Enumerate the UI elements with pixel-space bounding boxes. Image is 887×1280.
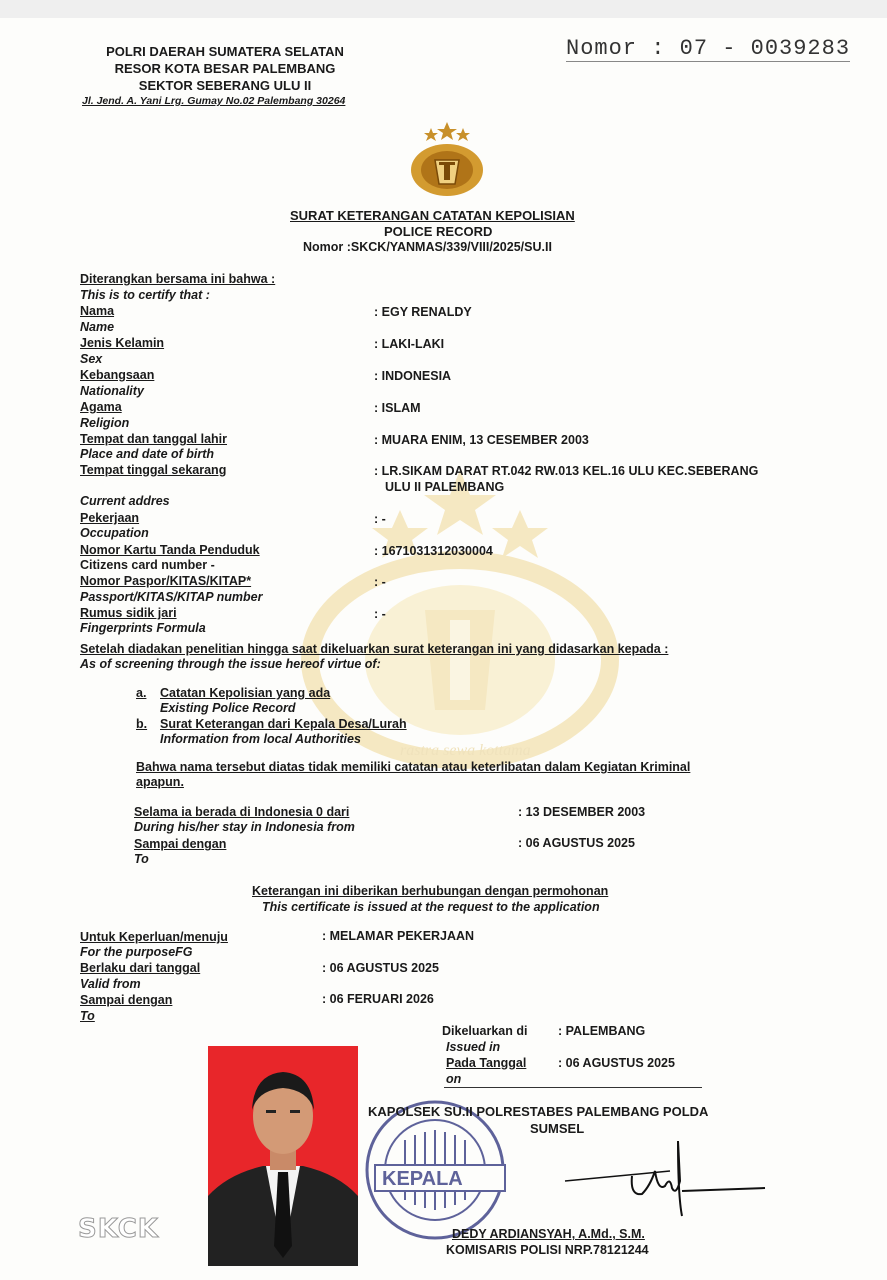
purpose-label-en: For the purposeFG <box>80 945 193 959</box>
field-name-label: Nama <box>80 304 115 318</box>
document-title: SURAT KETERANGAN CATATAN KEPOLISIAN <box>290 208 575 223</box>
field-id-card-label: Nomor Kartu Tanda Penduduk <box>80 543 260 557</box>
field-sex-label: Jenis Kelamin <box>80 336 165 350</box>
valid-from-value: : 06 AGUSTUS 2025 <box>322 961 439 975</box>
header-line-2: RESOR KOTA BESAR PALEMBANG <box>114 61 336 76</box>
issued-date-label-en: on <box>446 1072 462 1086</box>
field-address-value: : LR.SIKAM DARAT RT.042 RW.013 KEL.16 ULU KEC.SEBERANG <box>374 464 759 478</box>
stay-from-label-en: During his/her stay in Indonesia from <box>134 820 355 834</box>
field-sex-label-en: Sex <box>80 352 103 366</box>
field-id-card-value: : 1671031312030004 <box>374 544 493 558</box>
field-address-label: Tempat tinggal sekarang <box>80 463 227 477</box>
statement-line-1: Bahwa nama tersebut diatas tidak memiliki catatan atau keterlibatan dalam Kegiatan Kriminal <box>136 760 691 774</box>
stay-to-value: : 06 AGUSTUS 2025 <box>518 836 635 850</box>
field-fingerprint-label: Rumus sidik jari <box>80 606 177 620</box>
field-fingerprint-value: : - <box>374 607 386 621</box>
field-religion-value: : ISLAM <box>374 401 421 415</box>
certificate-id: Keterangan ini diberikan berhubungan dengan permohonan <box>252 884 609 898</box>
screening-item-b-en: Information from local Authorities <box>160 732 361 746</box>
header-line-3: SEKTOR SEBERANG ULU II <box>138 78 312 93</box>
person-silhouette-icon <box>208 1046 358 1266</box>
valid-until-label-en: To <box>80 1009 95 1023</box>
field-occupation-label-en: Occupation <box>80 526 149 540</box>
serial-number: Nomor : 07 - 0039283 <box>566 36 851 61</box>
valid-from-label-en: Valid from <box>80 977 141 991</box>
field-birth-label-en: Place and date of birth <box>80 447 215 461</box>
stamp-text: KEPALA <box>382 1168 463 1190</box>
applicant-photo <box>208 1046 358 1266</box>
skck-logo: SKCK <box>78 1214 159 1244</box>
issued-place-label-en: Issued in <box>446 1040 501 1054</box>
field-address-value-line2: ULU II PALEMBANG <box>385 480 505 494</box>
certificate-en: This certificate is issued at the request to the application <box>262 900 600 914</box>
issued-divider <box>444 1087 702 1088</box>
screening-item-a: Catatan Kepolisian yang ada <box>160 686 331 700</box>
screening-en: As of screening through the issue hereof virtue of: <box>80 657 381 671</box>
header-address: Jl. Jend. A. Yani Lrg. Gumay No.02 Palembang 30264 <box>82 95 346 107</box>
screening-id: Setelah diadakan penelitian hingga saat dikeluarkan surat keterangan ini yang didasarkan kepada : <box>80 642 669 656</box>
police-emblem-icon <box>403 120 491 200</box>
document-number: Nomor :SKCK/YANMAS/339/VIII/2025/SU.II <box>303 240 552 254</box>
issued-place-label: Dikeluarkan di <box>442 1024 528 1038</box>
issued-date-value: : 06 AGUSTUS 2025 <box>558 1056 675 1070</box>
field-religion-label: Agama <box>80 400 122 414</box>
field-name-value: : EGY RENALDY <box>374 305 472 319</box>
issued-date-label: Pada Tanggal <box>446 1056 527 1070</box>
stay-from-label: Selama ia berada di Indonesia 0 dari <box>134 805 350 819</box>
field-passport-label-en: Passport/KITAS/KITAP number <box>80 590 263 604</box>
top-bar <box>0 0 887 18</box>
field-id-card-label-en: Citizens card number - <box>80 558 215 572</box>
document-subtitle: POLICE RECORD <box>384 224 493 239</box>
field-nationality-label-en: Nationality <box>80 384 144 398</box>
header-line-1: POLRI DAERAH SUMATERA SELATAN <box>106 44 344 59</box>
issued-place-value: : PALEMBANG <box>558 1024 646 1038</box>
stay-from-value: : 13 DESEMBER 2003 <box>518 805 646 819</box>
field-birth-value: : MUARA ENIM, 13 CESEMBER 2003 <box>374 433 589 447</box>
field-passport-label: Nomor Paspor/KITAS/KITAP* <box>80 574 252 588</box>
screening-item-b-mark: b. <box>136 717 148 731</box>
field-fingerprint-label-en: Fingerprints Formula <box>80 621 206 635</box>
screening-item-a-mark: a. <box>136 686 147 700</box>
signature-icon <box>560 1136 770 1226</box>
intro-en: This is to certify that : <box>80 288 210 302</box>
field-nationality-label: Kebangsaan <box>80 368 155 382</box>
screening-item-b: Surat Keterangan dari Kepala Desa/Lurah <box>160 717 407 731</box>
field-sex-value: : LAKI-LAKI <box>374 337 445 351</box>
signatory-name: DEDY ARDIANSYAH, A.Md., S.M. <box>452 1227 645 1241</box>
field-nationality-value: : INDONESIA <box>374 369 452 383</box>
field-occupation-value: : - <box>374 512 386 526</box>
watermark-motto: rastra sewa kottama <box>400 742 531 759</box>
signatory-office-line-1: KAPOLSEK SU.II POLRESTABES PALEMBANG POLDA <box>368 1104 709 1119</box>
stay-to-label: Sampai dengan <box>134 837 227 851</box>
valid-until-label: Sampai dengan <box>80 993 173 1007</box>
valid-until-value: : 06 FERUARI 2026 <box>322 992 434 1006</box>
stay-to-label-en: To <box>134 852 149 866</box>
valid-from-label: Berlaku dari tanggal <box>80 961 201 975</box>
field-religion-label-en: Religion <box>80 416 130 430</box>
purpose-label: Untuk Keperluan/menuju <box>80 930 228 944</box>
field-occupation-label: Pekerjaan <box>80 511 140 525</box>
field-birth-label: Tempat dan tanggal lahir <box>80 432 228 446</box>
purpose-value: : MELAMAR PEKERJAAN <box>322 929 475 943</box>
intro-id: Diterangkan bersama ini bahwa : <box>80 272 276 286</box>
signatory-rank: KOMISARIS POLISI NRP.78121244 <box>446 1243 649 1257</box>
field-name-label-en: Name <box>80 320 115 334</box>
field-passport-value: : - <box>374 575 386 589</box>
screening-item-a-en: Existing Police Record <box>160 701 296 715</box>
statement-line-2: apapun. <box>136 775 184 789</box>
field-address-label-en: Current addres <box>80 494 170 508</box>
signatory-office-line-2: SUMSEL <box>530 1121 585 1136</box>
